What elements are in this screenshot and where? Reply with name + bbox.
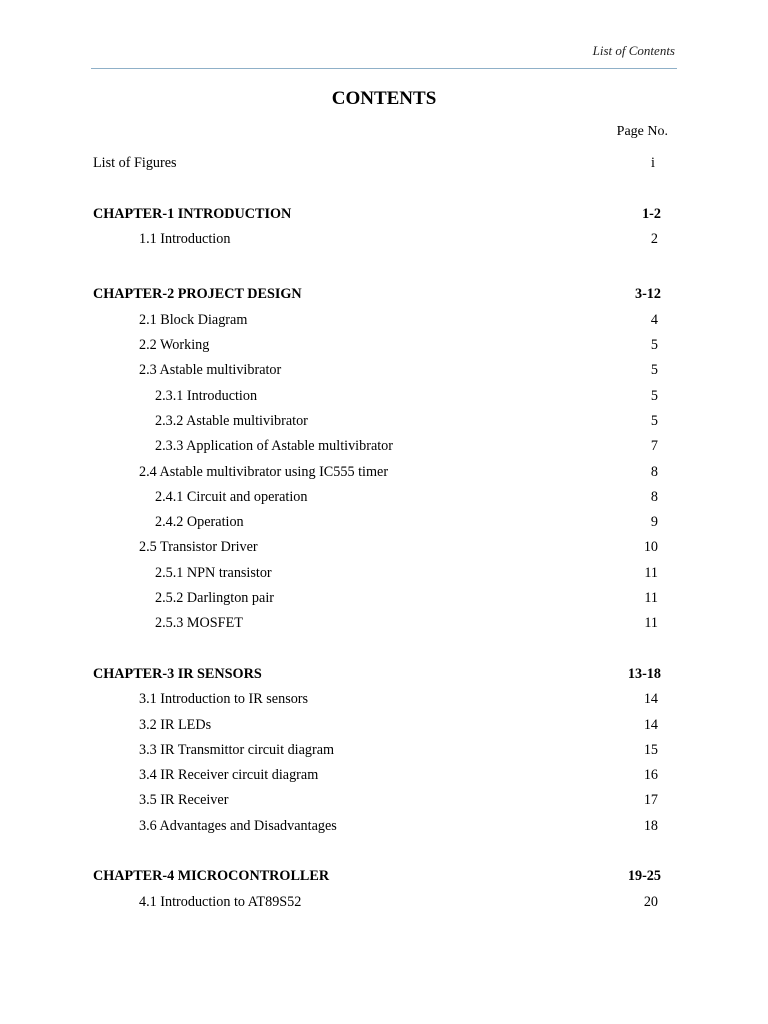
- toc-entry[interactable]: [0, 691, 768, 716]
- toc-entry-page: 10: [643, 539, 658, 556]
- toc-entry-title: 2.4 Astable multivibrator using IC555 timer: [139, 463, 389, 480]
- toc-entry-page: i: [651, 155, 655, 171]
- toc-subentry[interactable]: [0, 615, 768, 640]
- toc-entry[interactable]: [0, 464, 768, 489]
- toc-entry[interactable]: [0, 767, 768, 792]
- toc-entry-title: 3.1 Introduction to IR sensors: [139, 691, 309, 708]
- running-header-title: List of Contents: [592, 43, 675, 58]
- toc-entry[interactable]: [0, 539, 768, 564]
- toc-subentry[interactable]: [0, 590, 768, 615]
- table-of-contents: [0, 155, 768, 919]
- chapter-title: CHAPTER-4 MICROCONTROLLER: [93, 868, 330, 885]
- toc-entry-title: 2.5.1 NPN transistor: [155, 564, 272, 581]
- toc-entry-title: 3.4 IR Receiver circuit diagram: [139, 767, 319, 784]
- chapter-title: CHAPTER-3 IR SENSORS: [93, 665, 262, 682]
- toc-entry-page: 15: [643, 741, 658, 758]
- toc-entry-page: 16: [643, 767, 658, 784]
- toc-entry[interactable]: [0, 312, 768, 337]
- toc-entry-title: 2.3.3 Application of Astable multivibrator: [155, 438, 393, 455]
- toc-entry-title: 4.1 Introduction to AT89S52: [139, 893, 302, 910]
- toc-entry-title: 2.5.3 MOSFET: [155, 615, 243, 632]
- toc-entry-title: 3.6 Advantages and Disadvantages: [139, 817, 337, 834]
- toc-entry-title: 2.3 Astable multivibrator: [139, 362, 282, 379]
- chapter-pages: 1-2: [642, 205, 661, 222]
- toc-entry-title: 3.5 IR Receiver: [139, 792, 229, 809]
- toc-subentry[interactable]: [0, 438, 768, 463]
- toc-entry-title: 3.3 IR Transmittor circuit diagram: [139, 741, 335, 758]
- toc-entry-list-of-figures[interactable]: [0, 155, 768, 180]
- chapter-title: CHAPTER-2 PROJECT DESIGN: [93, 286, 302, 303]
- toc-entry-page: 17: [643, 792, 658, 809]
- toc-entry[interactable]: [0, 894, 768, 919]
- chapter-pages: 13-18: [627, 665, 661, 682]
- toc-chapter-3[interactable]: [0, 666, 768, 691]
- toc-entry-page: 2: [650, 230, 658, 247]
- toc-entry-title: 2.4.2 Operation: [155, 514, 244, 531]
- chapter-pages: 3-12: [634, 286, 661, 303]
- header-divider: [91, 68, 677, 69]
- toc-entry-title: 2.5 Transistor Driver: [139, 539, 258, 556]
- toc-entry[interactable]: [0, 742, 768, 767]
- toc-entry-page: 14: [643, 691, 658, 708]
- toc-entry[interactable]: [0, 792, 768, 817]
- toc-entry-title: 2.3.2 Astable multivibrator: [155, 412, 308, 429]
- spacer: [0, 641, 768, 666]
- chapter-pages: 19-25: [627, 868, 661, 885]
- toc-entry-page: 18: [643, 817, 658, 834]
- toc-entry-page: 11: [644, 564, 658, 581]
- toc-entry[interactable]: [0, 818, 768, 843]
- toc-subentry[interactable]: [0, 413, 768, 438]
- toc-entry-page: 5: [650, 412, 658, 429]
- toc-entry-page: 11: [644, 590, 658, 607]
- toc-entry-page: 20: [643, 893, 658, 910]
- toc-entry-title: List of Figures: [93, 155, 177, 171]
- toc-subentry[interactable]: [0, 489, 768, 514]
- toc-chapter-2[interactable]: [0, 286, 768, 311]
- toc-entry-title: 2.5.2 Darlington pair: [155, 590, 274, 607]
- toc-entry-page: 5: [650, 337, 658, 354]
- toc-subentry[interactable]: [0, 388, 768, 413]
- toc-subentry[interactable]: [0, 565, 768, 590]
- toc-entry-page: 4: [650, 311, 658, 328]
- toc-chapter-4[interactable]: [0, 868, 768, 893]
- spacer: [0, 256, 768, 281]
- toc-entry-title: 2.1 Block Diagram: [139, 311, 248, 328]
- toc-entry-title: 1.1 Introduction: [139, 230, 231, 247]
- toc-entry-page: 5: [650, 387, 658, 404]
- toc-entry-page: 8: [650, 463, 658, 480]
- toc-entry-page: 11: [644, 615, 658, 632]
- toc-entry[interactable]: [0, 337, 768, 362]
- toc-entry-title: 2.3.1 Introduction: [155, 387, 258, 404]
- toc-entry-title: 3.2 IR LEDs: [139, 716, 212, 733]
- chapter-title: CHAPTER-1 INTRODUCTION: [93, 205, 292, 222]
- toc-entry-page: 9: [650, 514, 658, 531]
- spacer: [0, 180, 768, 205]
- toc-entry[interactable]: [0, 717, 768, 742]
- toc-entry-title: 2.4.1 Circuit and operation: [155, 488, 308, 505]
- toc-chapter-1[interactable]: [0, 206, 768, 231]
- page-no-column-label: Page No.: [616, 124, 668, 139]
- toc-entry-page: 5: [650, 362, 658, 379]
- toc-subentry[interactable]: [0, 514, 768, 539]
- toc-entry-page: 14: [643, 716, 658, 733]
- toc-entry-page: 7: [650, 438, 658, 455]
- toc-entry-title: 2.2 Working: [139, 337, 210, 354]
- page-title: CONTENTS: [331, 88, 437, 109]
- toc-entry[interactable]: [0, 362, 768, 387]
- toc-entry-page: 8: [650, 488, 658, 505]
- spacer: [0, 843, 768, 868]
- toc-entry[interactable]: [0, 231, 768, 256]
